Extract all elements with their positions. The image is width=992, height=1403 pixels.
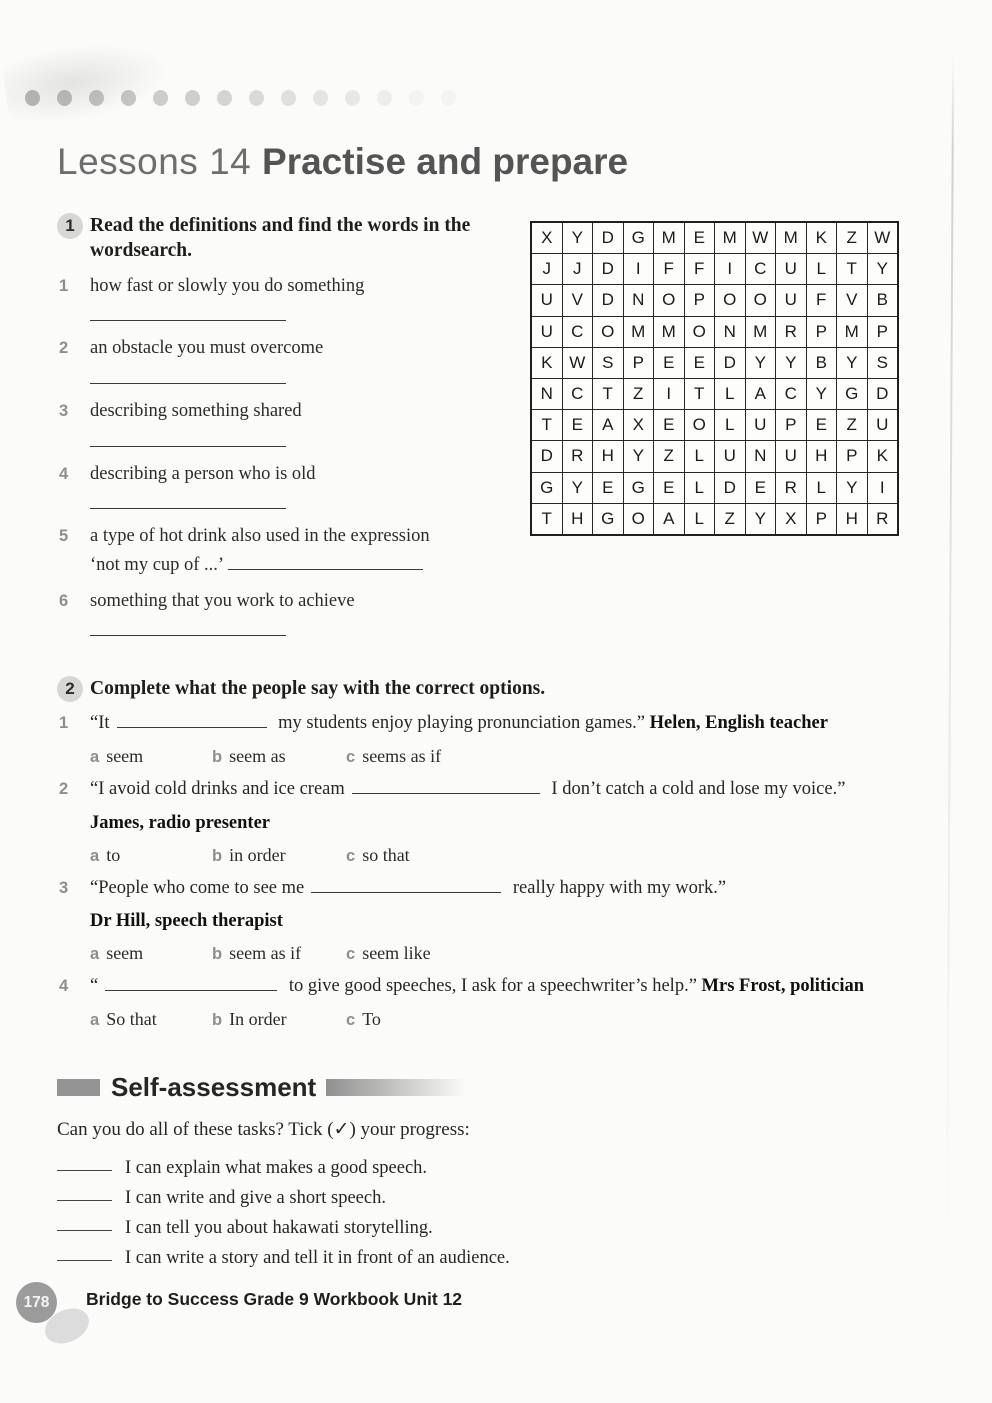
question-text-before: “People who come to see me (90, 877, 305, 898)
checklist-item (57, 1158, 717, 1179)
option-text: to (106, 844, 121, 865)
dot-icon (185, 90, 200, 106)
header-bar-left (57, 1079, 100, 1096)
wordsearch-cell: D (593, 222, 624, 254)
checklist-item (57, 1188, 717, 1209)
wordsearch-cell: P (867, 316, 898, 347)
wordsearch-cell: U (776, 441, 807, 472)
wordsearch-cell: Y (623, 441, 654, 472)
question-number: 2 (59, 780, 69, 799)
definition-item (57, 337, 509, 361)
wordsearch-cell: E (684, 222, 715, 254)
options-row (57, 845, 957, 866)
option (90, 845, 212, 866)
definition-text: something that you work to achieve (90, 590, 355, 611)
option-text: seems as if (362, 746, 442, 767)
question-text-after: really happy with my work.” (508, 877, 727, 898)
wordsearch-cell: Y (837, 472, 868, 503)
wordsearch-cell: I (715, 254, 746, 285)
dot-icon (217, 90, 232, 106)
wordsearch-row (531, 441, 898, 472)
wordsearch-cell: K (806, 222, 837, 254)
wordsearch-cell: L (684, 503, 715, 535)
option-text: seem (106, 746, 144, 767)
option-letter: c (346, 846, 356, 865)
wordsearch-row (531, 472, 898, 503)
wordsearch-cell: T (531, 410, 562, 441)
lesson-number-label: Lessons 14 (57, 141, 263, 182)
wordsearch-cell: C (745, 254, 776, 285)
wordsearch-row (531, 254, 898, 285)
dot-icon (25, 90, 40, 106)
exercise-1 (57, 213, 509, 652)
wordsearch-cell: E (562, 410, 593, 441)
exercise-1-instruction: Read the definitions and find the words in the wordsearch. (90, 215, 471, 262)
definition-item (57, 463, 509, 487)
option-text: To (362, 1008, 381, 1029)
wordsearch-cell: O (623, 503, 654, 535)
wordsearch-row (531, 378, 898, 409)
definition-number: 1 (59, 276, 69, 295)
option-letter: a (90, 944, 100, 963)
wordsearch-cell: W (745, 222, 776, 254)
wordsearch-cell: N (531, 378, 562, 409)
wordsearch-cell: L (684, 472, 715, 503)
definition-text: an obstacle you must overcome (90, 338, 324, 359)
wordsearch-cell: Z (837, 222, 868, 254)
wordsearch-cell: D (593, 285, 624, 316)
wordsearch-cell: E (684, 347, 715, 378)
question-number: 1 (59, 714, 69, 733)
wordsearch-cell: D (715, 472, 746, 503)
option-text: seem as if (229, 942, 302, 963)
wordsearch-cell: B (806, 347, 837, 378)
dot-icon (377, 90, 392, 106)
speaker-name: Helen, English teacher (645, 713, 828, 734)
question-line (57, 712, 957, 735)
wordsearch-cell: T (837, 254, 868, 285)
option (346, 943, 431, 964)
wordsearch-cell: Z (715, 503, 746, 535)
dot-icon (121, 90, 136, 106)
option (346, 845, 410, 866)
option (346, 1009, 381, 1030)
wordsearch-cell: L (715, 410, 746, 441)
option (212, 746, 346, 767)
self-assessment-prompt: Can you do all of these tasks? Tick (✓) your progress: (57, 1119, 470, 1140)
dot-icon (153, 90, 168, 106)
wordsearch-cell: O (654, 285, 685, 316)
definition-text: a type of hot drink also used in the expression (90, 526, 430, 547)
wordsearch-cell: T (684, 378, 715, 409)
definition-text-line2 (90, 554, 509, 578)
wordsearch-cell: D (593, 254, 624, 285)
wordsearch-cell: B (867, 285, 898, 316)
speaker-name: Dr Hill, speech therapist (90, 910, 283, 931)
page-edge-line (946, 55, 954, 1265)
question-text-after: to give good speeches, I ask for a speechwriter’s help.” (284, 975, 697, 996)
definition-text: describing something shared (90, 401, 302, 422)
answer-blank (228, 556, 423, 570)
wordsearch-cell: U (776, 254, 807, 285)
wordsearch-cell: V (562, 285, 593, 316)
speaker-name: Mrs Frost, politician (696, 975, 865, 996)
wordsearch-cell: E (806, 410, 837, 441)
wordsearch-cell: Z (623, 378, 654, 409)
option-letter: b (212, 748, 223, 767)
question-text-before: “It (90, 713, 110, 734)
footer-text: Bridge to Success Grade 9 Workbook Unit 12 (86, 1289, 463, 1309)
wordsearch-cell: D (531, 441, 562, 472)
option-letter: b (212, 846, 223, 865)
option (212, 845, 346, 866)
tick-blank (57, 1200, 112, 1201)
header-bar-right (326, 1079, 466, 1096)
wordsearch-cell: L (684, 441, 715, 472)
wordsearch-cell: Y (562, 222, 593, 254)
self-assessment-header (57, 1072, 717, 1103)
question-text-before: “I avoid cold drinks and ice cream (90, 779, 345, 800)
checklist-item (57, 1218, 717, 1239)
wordsearch-cell: I (867, 472, 898, 503)
answer-blank (311, 879, 501, 893)
wordsearch-cell: P (623, 347, 654, 378)
definition-list (57, 275, 509, 637)
definition-item (57, 525, 509, 577)
wordsearch-cell: E (654, 472, 685, 503)
wordsearch-cell: M (715, 222, 746, 254)
self-assessment-title: Self-assessment (111, 1072, 317, 1102)
wordsearch-cell: R (562, 441, 593, 472)
exercise-2-header (57, 676, 957, 701)
wordsearch-cell: M (623, 316, 654, 347)
page-title (57, 141, 628, 183)
wordsearch-cell: U (715, 441, 746, 472)
dot-icon (313, 90, 328, 106)
wordsearch-cell: O (684, 316, 715, 347)
wordsearch-cell: M (654, 222, 685, 254)
option-letter: a (90, 748, 100, 767)
option-text: seem as (229, 746, 286, 767)
wordsearch-cell: K (867, 441, 898, 472)
wordsearch-cell: Y (562, 472, 593, 503)
wordsearch-row (531, 222, 898, 254)
option-text: So that (106, 1008, 157, 1029)
question-text-before: “ (90, 975, 99, 996)
wordsearch-cell: H (806, 441, 837, 472)
checklist-item-text: I can write and give a short speech. (125, 1188, 386, 1208)
exercise-1-number-badge: 1 (57, 213, 83, 239)
wordsearch-cell: C (562, 378, 593, 409)
option-text: in order (229, 844, 286, 865)
wordsearch-cell: U (776, 285, 807, 316)
wordsearch-cell: Z (837, 410, 868, 441)
wordsearch-cell: U (531, 285, 562, 316)
question-number: 4 (59, 976, 69, 995)
wordsearch-cell: F (654, 254, 685, 285)
exercise-2 (57, 676, 957, 1041)
wordsearch-cell: D (867, 378, 898, 409)
answer-blank (352, 780, 540, 794)
wordsearch-cell: S (867, 347, 898, 378)
lesson-name-label: Practise and prepare (262, 141, 629, 182)
wordsearch-cell: G (623, 472, 654, 503)
wordsearch-cell: N (745, 441, 776, 472)
dot-icon (57, 90, 72, 106)
option-letter: a (90, 846, 100, 865)
options-row (57, 1009, 957, 1030)
wordsearch-grid (530, 221, 899, 536)
wordsearch-cell: F (684, 254, 715, 285)
dot-icon (441, 90, 456, 106)
dot-icon (89, 90, 104, 106)
wordsearch-cell: Y (806, 378, 837, 409)
checklist-item-text: I can explain what makes a good speech. (125, 1158, 428, 1178)
wordsearch-cell: Y (745, 347, 776, 378)
option-letter: b (212, 1010, 223, 1029)
dot-icon (345, 90, 360, 106)
wordsearch-row (531, 316, 898, 347)
wordsearch-cell: Y (867, 254, 898, 285)
wordsearch-cell: Z (654, 441, 685, 472)
definition-number: 4 (59, 464, 69, 483)
checklist-item-text: I can tell you about hakawati storytelling. (125, 1218, 433, 1238)
tick-blank (57, 1170, 112, 1171)
answer-blank (90, 383, 286, 384)
wordsearch-cell: G (623, 222, 654, 254)
scan-smudge (1, 33, 175, 130)
wordsearch-cell: M (776, 222, 807, 254)
option-text: seem like (362, 942, 431, 963)
checklist (57, 1158, 717, 1269)
wordsearch-cell: A (745, 378, 776, 409)
wordsearch-grid-body (531, 222, 898, 535)
definition-number: 2 (59, 339, 69, 358)
exercise-2-number-badge: 2 (57, 676, 83, 702)
wordsearch-cell: V (837, 285, 868, 316)
definition-number: 6 (59, 591, 69, 610)
answer-blank (90, 508, 286, 509)
definition-item (57, 275, 509, 299)
wordsearch-cell: M (745, 316, 776, 347)
wordsearch-cell: J (562, 254, 593, 285)
wordsearch-cell: K (531, 347, 562, 378)
wordsearch-cell: X (531, 222, 562, 254)
wordsearch-cell: R (867, 503, 898, 535)
definition-text: describing a person who is old (90, 463, 316, 484)
wordsearch-cell: X (623, 410, 654, 441)
speaker-name: James, radio presenter (90, 812, 270, 833)
wordsearch-cell: D (715, 347, 746, 378)
wordsearch-cell: U (531, 316, 562, 347)
wordsearch-row (531, 285, 898, 316)
wordsearch-cell: L (806, 254, 837, 285)
wordsearch-cell: L (806, 472, 837, 503)
wordsearch-cell: O (715, 285, 746, 316)
tick-blank (57, 1230, 112, 1231)
question-number: 3 (59, 878, 69, 897)
page-number-badge: 178 (16, 1282, 57, 1323)
wordsearch-cell: P (684, 285, 715, 316)
exercise-2-instruction: Complete what the people say with the correct options. (90, 678, 546, 699)
wordsearch-cell: P (837, 441, 868, 472)
wordsearch-cell: H (837, 503, 868, 535)
wordsearch-cell: P (806, 503, 837, 535)
checklist-item-text: I can write a story and tell it in front of an audience. (125, 1248, 510, 1268)
wordsearch-cell: W (562, 347, 593, 378)
wordsearch-cell: F (806, 285, 837, 316)
option-text: so that (362, 844, 410, 865)
wordsearch-cell: N (715, 316, 746, 347)
wordsearch-cell: J (531, 254, 562, 285)
definition-item (57, 590, 509, 614)
wordsearch-cell: T (593, 378, 624, 409)
wordsearch-cell: P (776, 410, 807, 441)
answer-blank (105, 977, 277, 991)
wordsearch-cell: H (593, 441, 624, 472)
option-letter: c (346, 944, 356, 963)
definition-text-continued: ‘not my cup of ...’ (90, 555, 225, 576)
wordsearch-cell: G (531, 472, 562, 503)
question-line (57, 975, 957, 998)
wordsearch-cell: X (776, 503, 807, 535)
wordsearch-cell: O (745, 285, 776, 316)
dot-icon (281, 90, 296, 106)
wordsearch-cell: N (623, 285, 654, 316)
definition-number: 5 (59, 527, 69, 546)
option-letter: a (90, 1010, 100, 1029)
wordsearch-cell: U (867, 410, 898, 441)
wordsearch-cell: Y (776, 347, 807, 378)
wordsearch-cell: C (776, 378, 807, 409)
answer-blank (90, 635, 286, 636)
question-text-after: I don’t catch a cold and lose my voice.” (546, 779, 846, 800)
option (90, 1009, 212, 1030)
dot-icon (409, 90, 424, 106)
wordsearch-cell: G (837, 378, 868, 409)
question-line (57, 778, 957, 801)
wordsearch-row (531, 347, 898, 378)
wordsearch-cell: W (867, 222, 898, 254)
wordsearch-cell: C (562, 316, 593, 347)
wordsearch-cell: A (593, 410, 624, 441)
dot-icon (249, 90, 264, 106)
wordsearch-cell: A (654, 503, 685, 535)
wordsearch-cell: E (593, 472, 624, 503)
exercise-1-header (57, 213, 509, 264)
definition-item (57, 400, 509, 424)
option (90, 943, 212, 964)
self-assessment (57, 1072, 717, 1278)
option-letter: b (212, 944, 223, 963)
wordsearch-cell: O (684, 410, 715, 441)
wordsearch-cell: S (593, 347, 624, 378)
wordsearch-cell: R (776, 472, 807, 503)
option (212, 1009, 346, 1030)
question-text-after: my students enjoy playing pronunciation games.” (273, 713, 645, 734)
answer-blank (117, 714, 267, 728)
wordsearch-row (531, 503, 898, 535)
decorative-dots-row (25, 90, 456, 106)
wordsearch-cell: R (776, 316, 807, 347)
wordsearch-cell: L (715, 378, 746, 409)
wordsearch-cell: U (745, 410, 776, 441)
option-text: In order (229, 1008, 287, 1029)
checklist-item (57, 1248, 717, 1269)
option-letter: c (346, 748, 356, 767)
wordsearch-cell: G (593, 503, 624, 535)
option (90, 746, 212, 767)
wordsearch-cell: Y (837, 347, 868, 378)
wordsearch-cell: T (531, 503, 562, 535)
options-row (57, 746, 957, 767)
option-letter: c (346, 1010, 356, 1029)
question-list (57, 712, 957, 1030)
wordsearch-cell: O (593, 316, 624, 347)
definition-text: how fast or slowly you do something (90, 275, 365, 296)
definition-number: 3 (59, 402, 69, 421)
answer-blank (90, 320, 286, 321)
wordsearch-cell: I (654, 378, 685, 409)
wordsearch-cell: M (837, 316, 868, 347)
wordsearch-cell: H (562, 503, 593, 535)
wordsearch-cell: Y (745, 503, 776, 535)
option (346, 746, 441, 767)
wordsearch-cell: E (745, 472, 776, 503)
option-text: seem (106, 942, 144, 963)
answer-blank (90, 446, 286, 447)
question-line (57, 877, 957, 900)
wordsearch-cell: P (806, 316, 837, 347)
tick-blank (57, 1260, 112, 1261)
options-row (57, 943, 957, 964)
wordsearch-cell: E (654, 410, 685, 441)
wordsearch-row (531, 410, 898, 441)
wordsearch-cell: M (654, 316, 685, 347)
option (212, 943, 346, 964)
wordsearch-cell: I (623, 254, 654, 285)
wordsearch-cell: E (654, 347, 685, 378)
